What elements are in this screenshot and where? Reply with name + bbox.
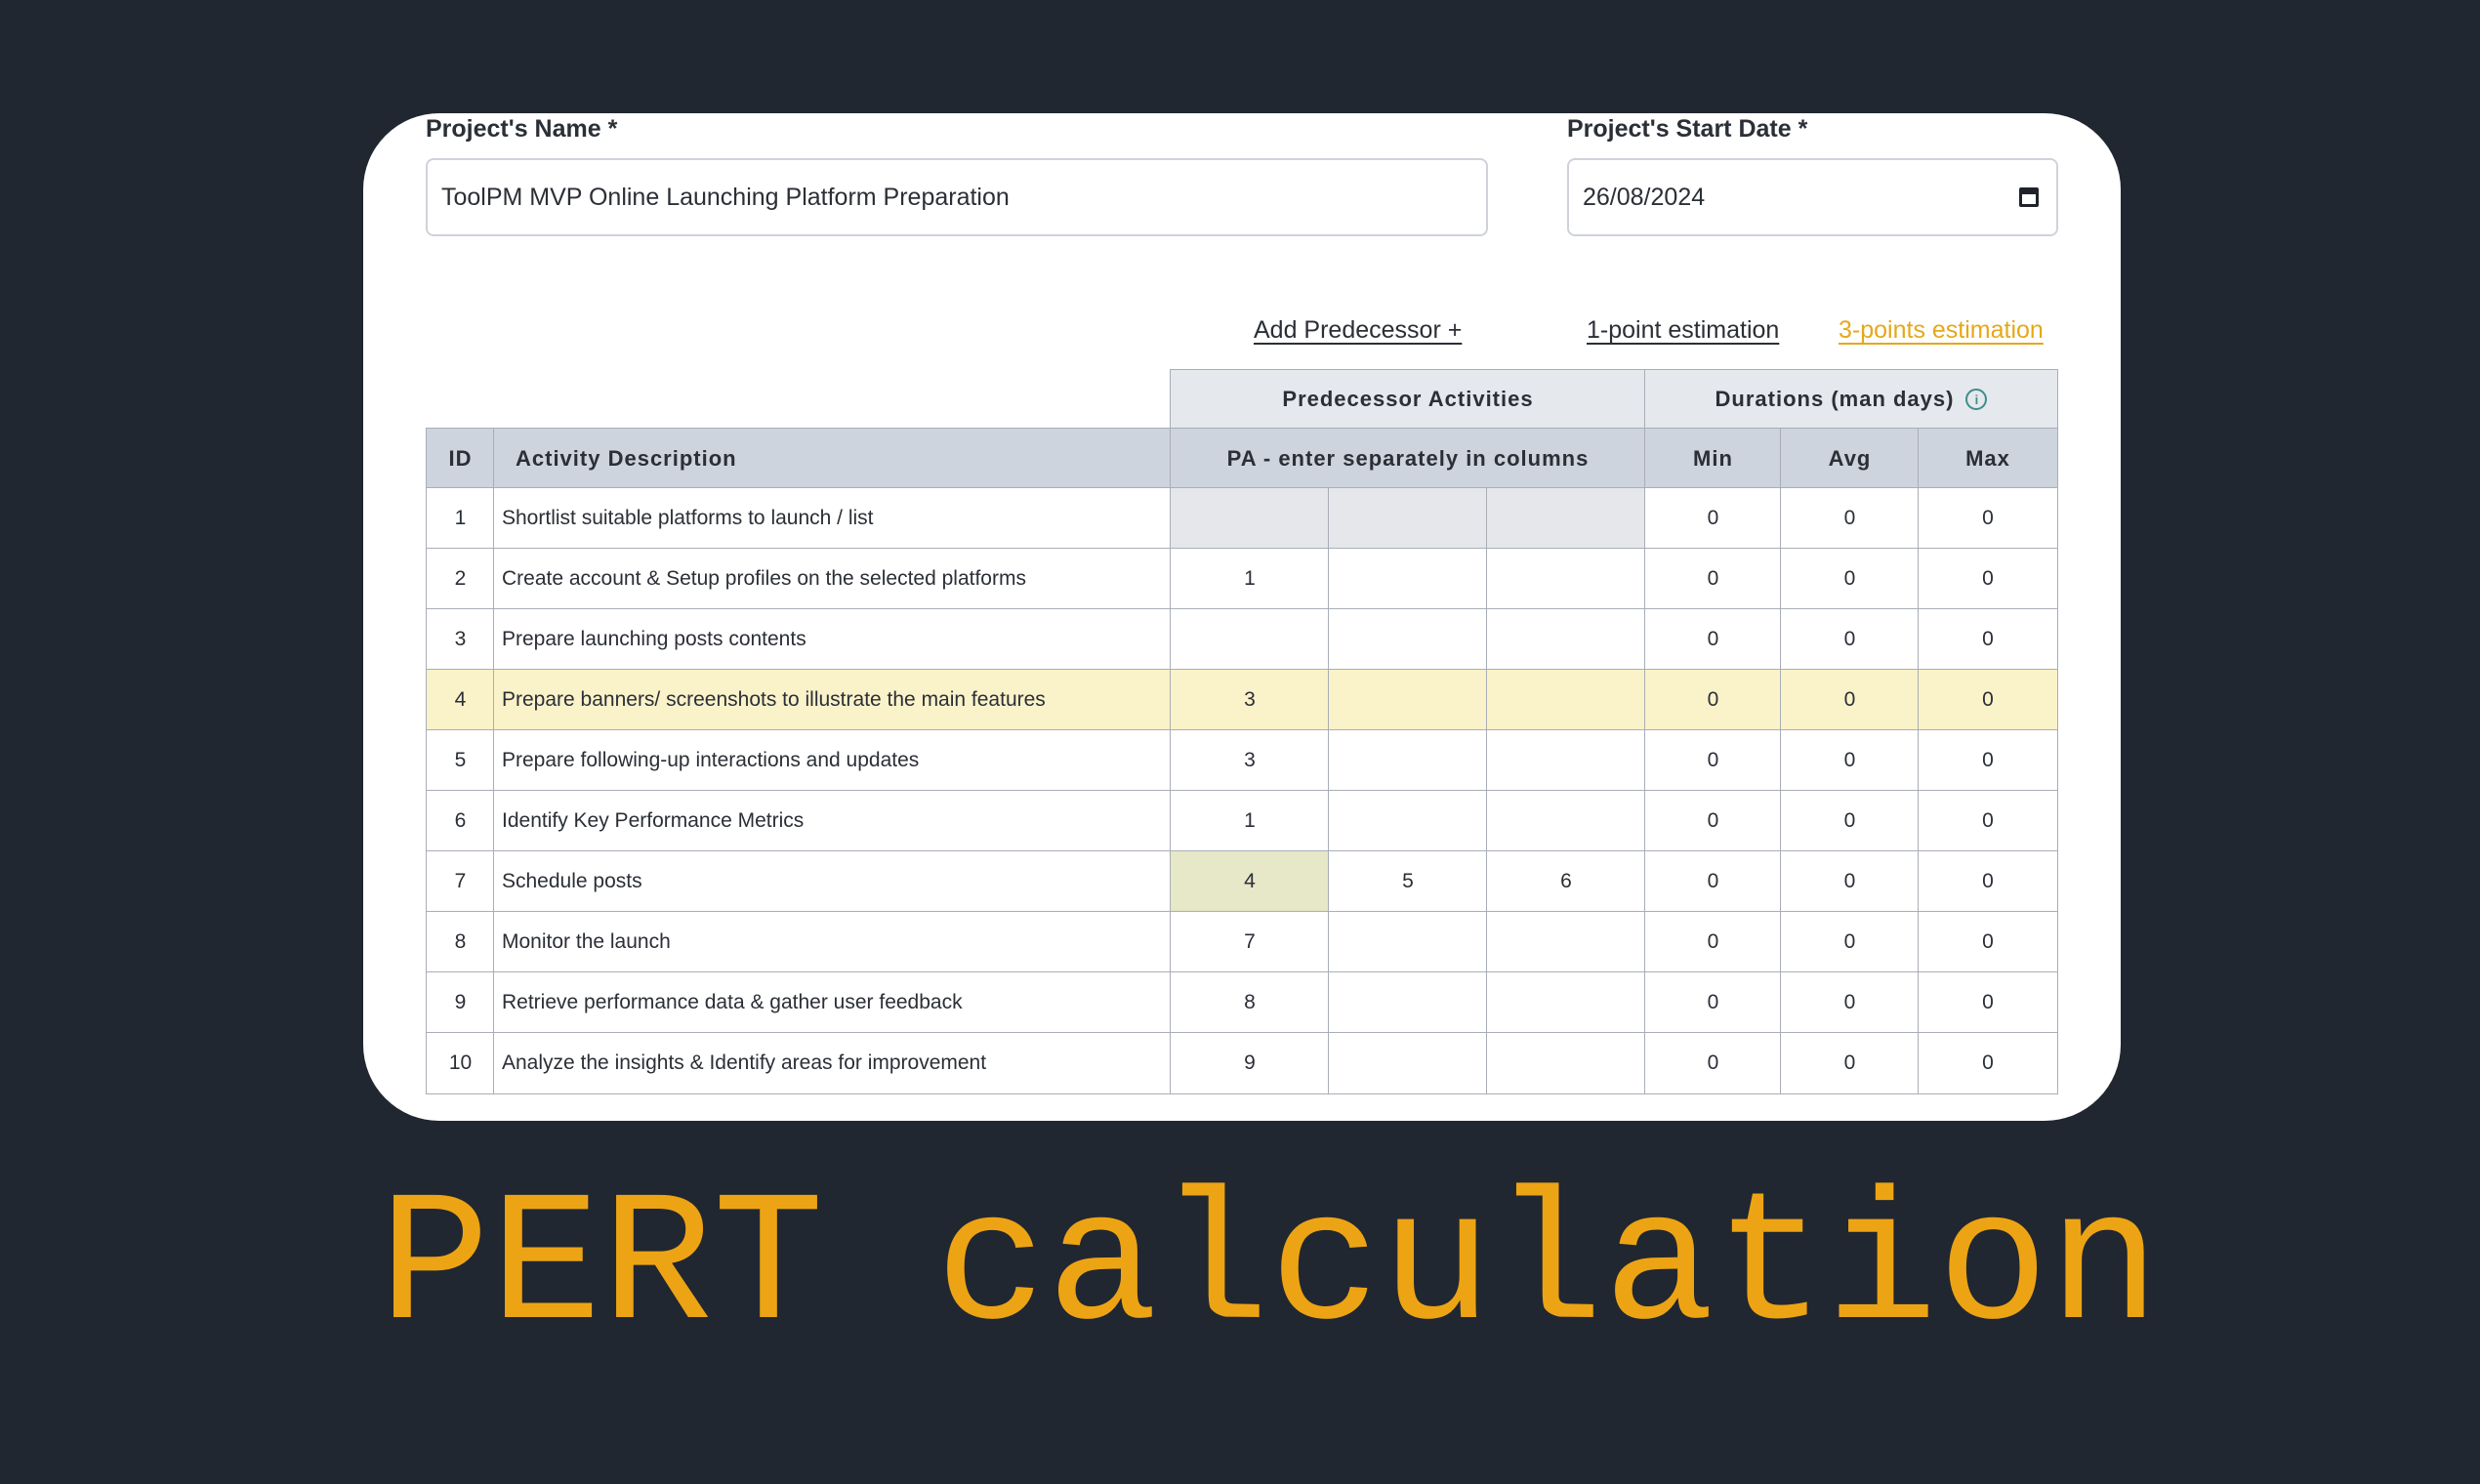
cell-predecessor-3[interactable] — [1486, 1032, 1646, 1094]
calendar-icon[interactable] — [2019, 187, 2039, 207]
cell-max[interactable]: 0 — [1918, 971, 2058, 1034]
cell-max[interactable]: 0 — [1918, 729, 2058, 792]
column-header-predecessors: PA - enter separately in columns — [1170, 428, 1646, 489]
cell-id: 7 — [426, 850, 495, 913]
cell-min[interactable]: 0 — [1644, 790, 1782, 852]
cell-predecessor-1[interactable]: 3 — [1170, 669, 1330, 731]
cell-description: Monitor the launch — [493, 911, 1172, 973]
durations-group-header — [1644, 369, 2058, 430]
cell-predecessor-2[interactable] — [1328, 911, 1488, 973]
cell-description: Shortlist suitable platforms to launch / list — [493, 487, 1172, 550]
cell-description: Create account & Setup profiles on the selected platforms — [493, 548, 1172, 610]
cell-id: 4 — [426, 669, 495, 731]
cell-predecessor-1[interactable] — [1170, 487, 1330, 550]
cell-predecessor-2[interactable] — [1328, 669, 1488, 731]
cell-predecessor-2[interactable] — [1328, 1032, 1488, 1094]
cell-predecessor-3[interactable] — [1486, 548, 1646, 610]
start-date-label: Project's Start Date * — [1567, 115, 1808, 143]
cell-avg[interactable]: 0 — [1780, 911, 1920, 973]
cell-predecessor-3[interactable] — [1486, 971, 1646, 1034]
activities-table — [426, 369, 2056, 1093]
cell-min[interactable]: 0 — [1644, 669, 1782, 731]
cell-description: Prepare banners/ screenshots to illustrate the main features — [493, 669, 1172, 731]
cell-description: Prepare following-up interactions and updates — [493, 729, 1172, 792]
cell-max[interactable]: 0 — [1918, 911, 2058, 973]
page-caption: PERT calculation — [379, 1164, 2161, 1374]
cell-id: 1 — [426, 487, 495, 550]
cell-description: Prepare launching posts contents — [493, 608, 1172, 671]
cell-avg[interactable]: 0 — [1780, 850, 1920, 913]
project-name-label: Project's Name * — [426, 115, 618, 143]
cell-max[interactable]: 0 — [1918, 608, 2058, 671]
cell-id: 10 — [426, 1032, 495, 1094]
predecessor-group-header — [1170, 369, 1646, 430]
cell-predecessor-1[interactable]: 3 — [1170, 729, 1330, 792]
cell-predecessor-2[interactable] — [1328, 971, 1488, 1034]
cell-min[interactable]: 0 — [1644, 850, 1782, 913]
predecessor-group-label: Predecessor Activities — [1282, 387, 1534, 411]
cell-min[interactable]: 0 — [1644, 971, 1782, 1034]
cell-avg[interactable]: 0 — [1780, 608, 1920, 671]
cell-predecessor-3[interactable] — [1486, 608, 1646, 671]
column-header-description: Activity Description — [493, 428, 1172, 489]
cell-min[interactable]: 0 — [1644, 548, 1782, 610]
cell-max[interactable]: 0 — [1918, 1032, 2058, 1094]
cell-description: Retrieve performance data & gather user feedback — [493, 971, 1172, 1034]
cell-predecessor-1[interactable]: 1 — [1170, 548, 1330, 610]
cell-predecessor-2[interactable] — [1328, 487, 1488, 550]
cell-predecessor-2[interactable] — [1328, 729, 1488, 792]
cell-id: 5 — [426, 729, 495, 792]
cell-predecessor-1[interactable]: 4 — [1170, 850, 1330, 913]
project-name-input[interactable] — [426, 158, 1488, 236]
info-icon[interactable]: i — [1965, 389, 1987, 410]
cell-max[interactable]: 0 — [1918, 850, 2058, 913]
one-point-estimation-link[interactable]: 1-point estimation — [1587, 316, 1780, 344]
column-header-id: ID — [426, 428, 495, 489]
cell-id: 8 — [426, 911, 495, 973]
cell-min[interactable]: 0 — [1644, 487, 1782, 550]
cell-id: 2 — [426, 548, 495, 610]
cell-avg[interactable]: 0 — [1780, 669, 1920, 731]
cell-predecessor-1[interactable]: 7 — [1170, 911, 1330, 973]
durations-group-label: Durations (man days) — [1715, 387, 1955, 411]
cell-predecessor-1[interactable]: 8 — [1170, 971, 1330, 1034]
cell-avg[interactable]: 0 — [1780, 971, 1920, 1034]
cell-max[interactable]: 0 — [1918, 790, 2058, 852]
cell-min[interactable]: 0 — [1644, 608, 1782, 671]
cell-description: Analyze the insights & Identify areas for improvement — [493, 1032, 1172, 1094]
cell-avg[interactable]: 0 — [1780, 1032, 1920, 1094]
cell-min[interactable]: 0 — [1644, 911, 1782, 973]
cell-max[interactable]: 0 — [1918, 669, 2058, 731]
cell-id: 6 — [426, 790, 495, 852]
column-header-min: Min — [1644, 428, 1782, 489]
cell-predecessor-2[interactable] — [1328, 790, 1488, 852]
three-points-estimation-link[interactable]: 3-points estimation — [1839, 316, 2044, 344]
cell-predecessor-1[interactable]: 9 — [1170, 1032, 1330, 1094]
cell-predecessor-1[interactable] — [1170, 608, 1330, 671]
cell-description: Schedule posts — [493, 850, 1172, 913]
cell-predecessor-3[interactable] — [1486, 729, 1646, 792]
cell-predecessor-2[interactable] — [1328, 608, 1488, 671]
cell-predecessor-2[interactable] — [1328, 548, 1488, 610]
cell-avg[interactable]: 0 — [1780, 548, 1920, 610]
cell-predecessor-1[interactable]: 1 — [1170, 790, 1330, 852]
cell-id: 9 — [426, 971, 495, 1034]
add-predecessor-link[interactable]: Add Predecessor + — [1254, 316, 1463, 344]
cell-min[interactable]: 0 — [1644, 729, 1782, 792]
cell-id: 3 — [426, 608, 495, 671]
cell-predecessor-3[interactable] — [1486, 911, 1646, 973]
cell-predecessor-3[interactable] — [1486, 487, 1646, 550]
cell-description: Identify Key Performance Metrics — [493, 790, 1172, 852]
cell-avg[interactable]: 0 — [1780, 487, 1920, 550]
cell-predecessor-3[interactable] — [1486, 669, 1646, 731]
cell-predecessor-3[interactable] — [1486, 790, 1646, 852]
cell-max[interactable]: 0 — [1918, 487, 2058, 550]
start-date-input[interactable] — [1567, 158, 2058, 236]
column-header-max: Max — [1918, 428, 2058, 489]
project-name-value: ToolPM MVP Online Launching Platform Preparation — [441, 183, 1010, 211]
cell-avg[interactable]: 0 — [1780, 790, 1920, 852]
cell-predecessor-3[interactable]: 6 — [1486, 850, 1646, 913]
column-header-avg: Avg — [1780, 428, 1920, 489]
cell-predecessor-2[interactable]: 5 — [1328, 850, 1488, 913]
cell-avg[interactable]: 0 — [1780, 729, 1920, 792]
cell-max[interactable]: 0 — [1918, 548, 2058, 610]
start-date-value: 26/08/2024 — [1583, 183, 1706, 211]
cell-min[interactable]: 0 — [1644, 1032, 1782, 1094]
